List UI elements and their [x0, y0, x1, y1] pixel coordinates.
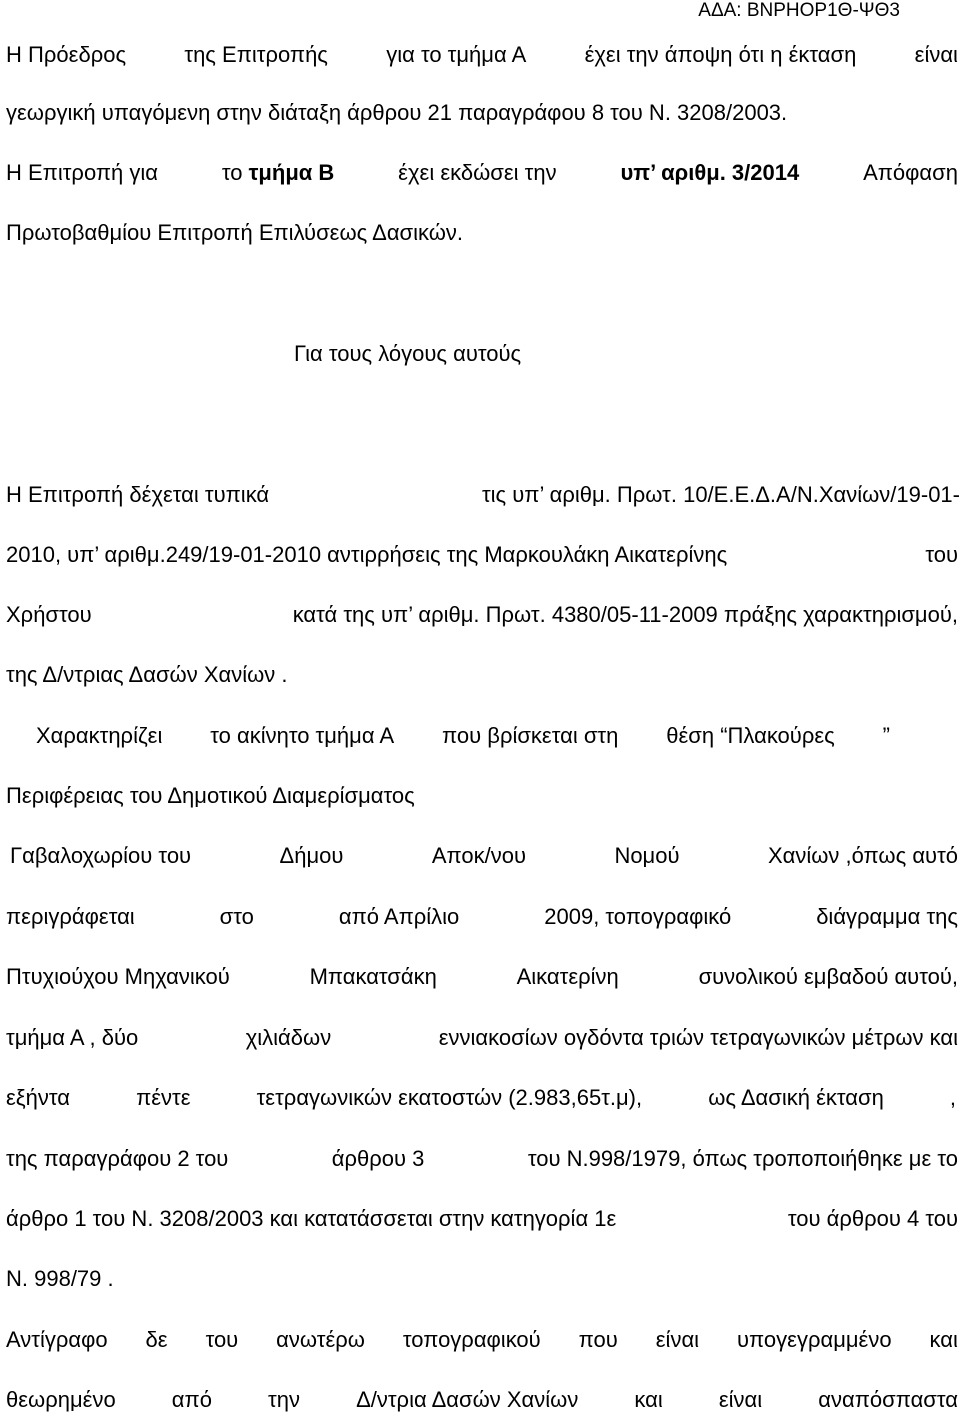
text-segment: Μπακατσάκη	[309, 964, 437, 989]
text-segment: Γαβαλοχωρίου του	[10, 843, 192, 868]
text-segment: της παραγράφου 2 του	[6, 1146, 229, 1171]
text-segment: Δ/ντρια Δασών Χανίων	[356, 1387, 579, 1412]
p4-line-2	[6, 1387, 958, 1413]
text-segment: Χαρακτηρίζει	[36, 723, 163, 748]
text-segment: έχει την άποψη ότι η έκταση	[584, 42, 857, 67]
text-segment: Πτυχιούχου Μηχανικού	[6, 964, 230, 989]
text-segment: τετραγωνικών εκατοστών (2.983,65τ.μ),	[256, 1085, 643, 1110]
text-segment: το ακίνητο τμήμα Α	[210, 723, 395, 748]
text-segment: τοπογραφικού	[402, 1327, 541, 1352]
text-segment: Χρήστου	[6, 602, 92, 627]
p3-line-4	[6, 904, 958, 930]
p3-line-1	[36, 723, 890, 749]
text-segment: για το τμήμα Α	[386, 42, 527, 67]
text-segment: Απόφαση	[863, 160, 958, 185]
bold-segment: τμήμα Β	[248, 160, 335, 185]
text-segment: Η Επιτροπή δέχεται τυπικά	[6, 482, 270, 507]
p3-line-2: Περιφέρειας του Δημοτικού Διαμερίσματος	[6, 783, 415, 808]
text-segment: Η Επιτροπή για	[6, 160, 159, 185]
p3-line-5	[6, 964, 958, 990]
text-segment: Νομού	[614, 843, 680, 868]
text-segment: στο	[219, 904, 254, 929]
text-segment: του Ν.998/1979, όπως τροποποιήθηκε με το	[527, 1146, 958, 1171]
text-segment: Αντίγραφο	[6, 1327, 108, 1352]
text-segment: από	[171, 1387, 212, 1412]
p2-line-2	[6, 542, 958, 568]
text-segment: είναι	[914, 42, 958, 67]
text-segment: Δήμου	[279, 843, 344, 868]
p1-line-3	[6, 160, 958, 186]
text-segment: που βρίσκεται στη	[442, 723, 619, 748]
text-segment: χιλιάδων	[245, 1025, 332, 1050]
text-segment: τμήμα Α , δύο	[6, 1025, 139, 1050]
text-segment: της Επιτροπής	[184, 42, 328, 67]
text-segment: είναι	[655, 1327, 700, 1352]
text-segment: κατά της υπ’ αριθμ. Πρωτ. 4380/05-11-2009 πράξης χαρακτηρισμού,	[292, 602, 958, 627]
p3-line-8	[6, 1146, 958, 1172]
text-segment	[222, 160, 334, 186]
text-segment: το	[221, 160, 243, 185]
text-segment: υπογεγραμμένο	[737, 1327, 892, 1352]
text-segment: συνολικού εμβαδού αυτού,	[698, 964, 958, 989]
p3-line-7	[6, 1085, 956, 1111]
text-segment: άρθρο 1 του Ν. 3208/2003 και κατατάσσεται στην κατηγορία 1ε	[6, 1206, 617, 1231]
text-segment: 2009, τοπογραφικό	[544, 904, 732, 929]
text-segment: από Απρίλιο	[338, 904, 460, 929]
bold-segment: υπ’ αριθμ. 3/2014	[620, 160, 800, 185]
text-segment: αναπόσπαστα	[818, 1387, 958, 1412]
text-segment: Χανίων ,όπως αυτό	[767, 843, 958, 868]
p2-line-4: της Δ/ντριας Δασών Χανίων .	[6, 662, 288, 687]
p4-line-1	[6, 1327, 958, 1353]
text-segment: περιγράφεται	[6, 904, 135, 929]
p1-line-4: Πρωτοβαθμίου Επιτροπή Επιλύσεως Δασικών.	[6, 220, 464, 245]
text-segment: εξήντα	[6, 1085, 70, 1110]
text-segment: ανωτέρω	[276, 1327, 365, 1352]
p2-line-1	[6, 482, 960, 508]
text-segment: έχει εκδώσει την	[398, 160, 557, 185]
text-segment: ”	[882, 723, 890, 748]
text-segment: του άρθρου 4 του	[787, 1206, 958, 1231]
p3-line-10: Ν. 998/79 .	[6, 1266, 114, 1291]
text-segment: ως Δασική έκταση	[708, 1085, 884, 1110]
text-segment: άρθρου 3	[331, 1146, 425, 1171]
p1-line-1	[6, 42, 958, 68]
ada-code: ΑΔΑ: ΒΝΡΗΟΡ1Θ-ΨΘ3	[698, 0, 900, 21]
p3-line-9	[6, 1206, 958, 1232]
text-segment: που	[578, 1327, 618, 1352]
p3-line-6	[6, 1025, 958, 1051]
text-segment: τις υπ’ αριθμ. Πρωτ. 10/Ε.Ε.Δ.Α/Ν.Χανίων/19-01-	[481, 482, 960, 507]
section-heading: Για τους λόγους αυτούς	[294, 341, 522, 366]
text-segment: δε	[145, 1327, 168, 1352]
text-segment: είναι	[718, 1387, 763, 1412]
text-segment: του	[205, 1327, 239, 1352]
text-segment: εννιακοσίων ογδόντα τριών τετραγωνικών μέτρων και	[438, 1025, 958, 1050]
text-segment: Η Πρόεδρος	[6, 42, 127, 67]
text-segment: θεωρημένο	[6, 1387, 116, 1412]
text-segment: και	[634, 1387, 663, 1412]
text-segment: και	[929, 1327, 958, 1352]
text-segment: του	[925, 542, 958, 567]
p2-line-3	[6, 602, 958, 628]
text-segment: πέντε	[136, 1085, 191, 1110]
text-segment: Αποκ/νου	[431, 843, 526, 868]
text-segment: ,	[949, 1085, 956, 1110]
text-segment: 2010, υπ’ αριθμ.249/19-01-2010 αντιρρήσεις της Μαρκουλάκη Αικατερίνης	[6, 542, 728, 567]
text-segment: Αικατερίνη	[516, 964, 619, 989]
text-segment: διάγραμμα της	[816, 904, 958, 929]
p3-line-3	[10, 843, 958, 869]
text-segment: θέση “Πλακούρες	[666, 723, 835, 748]
p1-line-2: γεωργική υπαγόμενη στην διάταξη άρθρου 21 παραγράφου 8 του Ν. 3208/2003.	[6, 100, 788, 125]
text-segment: την	[268, 1387, 300, 1412]
